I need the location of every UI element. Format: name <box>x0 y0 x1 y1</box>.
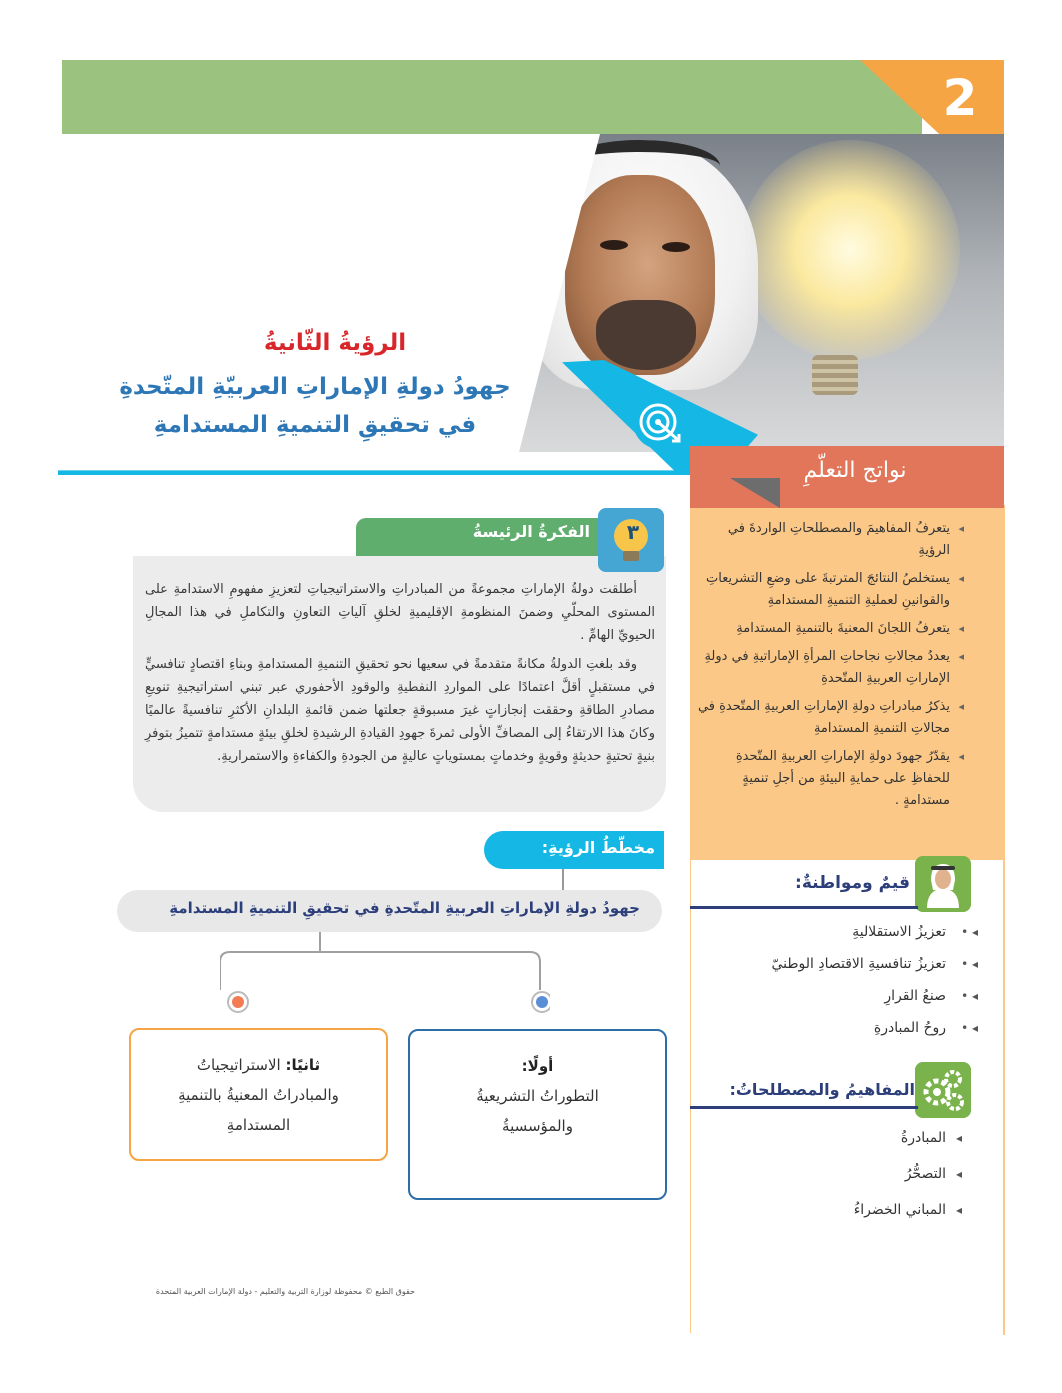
target-icon <box>630 392 690 452</box>
plan-box-second-line: الاستراتيجياتُ <box>196 1056 281 1074</box>
diagram-connectors <box>220 932 550 1022</box>
plan-box-first-line: والمؤسسيةُ <box>502 1117 573 1135</box>
page-title <box>80 368 550 444</box>
top-banner <box>62 60 922 134</box>
plan-box-first-label: أولًا: <box>521 1057 554 1075</box>
main-idea-paragraph: وقد بلغتِ الدولةُ مكانةً متقدمةً في سعيها نحو تحقيقِ التنميةِ المستدامةِ وبناءِ اقتصادٍ تنافسيٍّ في مستقبلٍ أقلَّ اعتمادًا على المواردِ النفطيةِ والوقودِ الأحفوري عبر تبني استراتيجيةِ تنويعِ مصادرِ الطاقةِ وحققت إنجازاتٍ غيرَ مسبوقةٍ جعلتها ضمن قائمةِ البلدانِ الأكثرِ تنافسيةً عالميًا وكانَ هذا الارتقاءُ إلى المصافِّ الأولى ثمرةَ جهودِ القيادةِ الرشيدةِ لخلقِ بيئةٍ مستدامةٍ تتميزُ بتوفرِ بنيةٍ تحتيةٍ حديثةٍ وقويةٍ وخدماتٍ بمستوياتٍ عاليةٍ من الجودةِ والكفاءةِ والاستمراريةِ. <box>145 657 655 764</box>
vision-plan-title: مخطّطُ الرؤيةِ: <box>541 838 655 857</box>
list-item: ◂ يقدّرُ جهودَ دولةِ الإماراتِ العربيةِ المتّحدةِ للحفاظِ على حمايةِ البيئةِ من أجلِ تنميةٍ مستدامةٍ . <box>696 746 962 812</box>
gears-icon <box>915 1062 971 1118</box>
main-idea-title: الفكرةُ الرئيسةُ <box>472 522 590 541</box>
list-item: ◂ المباني الخضراءُ <box>730 1200 960 1220</box>
vision-label: الرؤيةُ الثّانيةُ <box>263 330 407 356</box>
main-idea-text <box>145 578 655 774</box>
list-item: ◂ • تعزيزُ الاستقلاليةِ <box>730 922 960 942</box>
list-item: ◂ التصحُّرُ <box>730 1164 960 1184</box>
page-title-line-2: في تحقيقِ التنميةِ المستدامةِ <box>153 412 477 438</box>
values-title: قيمٌ ومواطنةٌ: <box>795 873 910 893</box>
learning-outcomes-title: نواتج التعلّمِ <box>803 458 907 483</box>
concepts-list <box>730 1128 960 1236</box>
plan-box-second-line: والمبادراتُ المعنيةُ بالتنميةِ <box>178 1086 339 1104</box>
concepts-title: المفاهيمُ والمصطلحاتُ: <box>729 1080 915 1099</box>
person-icon <box>915 856 971 912</box>
idea-icon-number: ٣ <box>626 520 640 544</box>
portrait-beard <box>596 300 696 370</box>
page-number: 2 <box>942 69 978 127</box>
lightbulb-icon <box>740 140 960 360</box>
side-strip <box>1003 505 1005 1335</box>
page-title-line-1: جهودُ دولةِ الإماراتِ العربيّةِ المتّحدةِ <box>119 374 511 400</box>
list-item: ◂ يستخلصُ النتائجَ المترتبةَ على وضعِ التشريعاتِ والقوانينِ لعمليةِ التنميةِ المستدامةِ <box>696 568 962 612</box>
list-item: ◂ يذكرُ مبادراتِ دولةِ الإماراتِ العربيةِ المتّحدةِ في مجالاتِ التنميةِ المستدامةِ <box>696 696 962 740</box>
list-item: ◂ يتعرفُ اللجانَ المعنيةَ بالتنميةِ المستدامةِ <box>696 618 962 640</box>
plan-box-second <box>129 1028 388 1161</box>
copyright: حقوق الطبع © محفوظة لوزارة التربية والتعليم - دولة الإمارات العربية المتحدة <box>155 1287 415 1296</box>
vision-plan-main-text: جهودُ دولةِ الإماراتِ العربيةِ المتّحدةِ في تحقيقِ التنميةِ المستدامةِ <box>169 899 640 917</box>
learning-outcomes-list <box>696 518 962 818</box>
portrait-eye <box>600 240 628 250</box>
list-item: ◂ • تعزيزُ تنافسيةِ الاقتصادِ الوطنيّ <box>730 954 960 974</box>
list-item: ◂ • روحُ المبادرةِ <box>730 1018 960 1038</box>
connector-line <box>562 869 564 891</box>
concepts-underline <box>690 1106 918 1109</box>
list-item: ◂ يتعرفُ المفاهيمَ والمصطلحاتِ الواردةَ في الرؤيةِ <box>696 518 962 562</box>
portrait-eye <box>662 242 690 252</box>
plan-box-second-label: ثانيًا: <box>285 1056 321 1074</box>
plan-box-first-line: التطوراتُ التشريعيةُ <box>476 1087 599 1105</box>
plan-box-first <box>408 1029 667 1200</box>
plan-box-second-line: المستدامةِ <box>226 1116 291 1134</box>
list-item: ◂ المبادرةُ <box>730 1128 960 1148</box>
values-underline <box>690 906 918 909</box>
list-item: ◂ يعددُ مجالاتِ نجاحاتِ المرأةِ الإماراتيةِ في دولةِ الإماراتِ العربيةِ المتّحدةِ <box>696 646 962 690</box>
values-list <box>730 922 960 1050</box>
main-idea-paragraph: أطلقت دولةُ الإماراتِ مجموعةً من المبادراتِ والاستراتيجياتِ لتعزيزِ مفهومِ الاستدامةِ على المستوى المحلّيِ وضمنَ المنظومةِ الإقليميةِ لخلقِ آلياتِ التعاونِ والتكاملِ في هذا المجالِ الحيويِّ الهامِّ . <box>145 582 655 643</box>
list-item: ◂ • صنعُ القرارِ <box>730 986 960 1006</box>
lightbulb-base <box>812 355 858 395</box>
